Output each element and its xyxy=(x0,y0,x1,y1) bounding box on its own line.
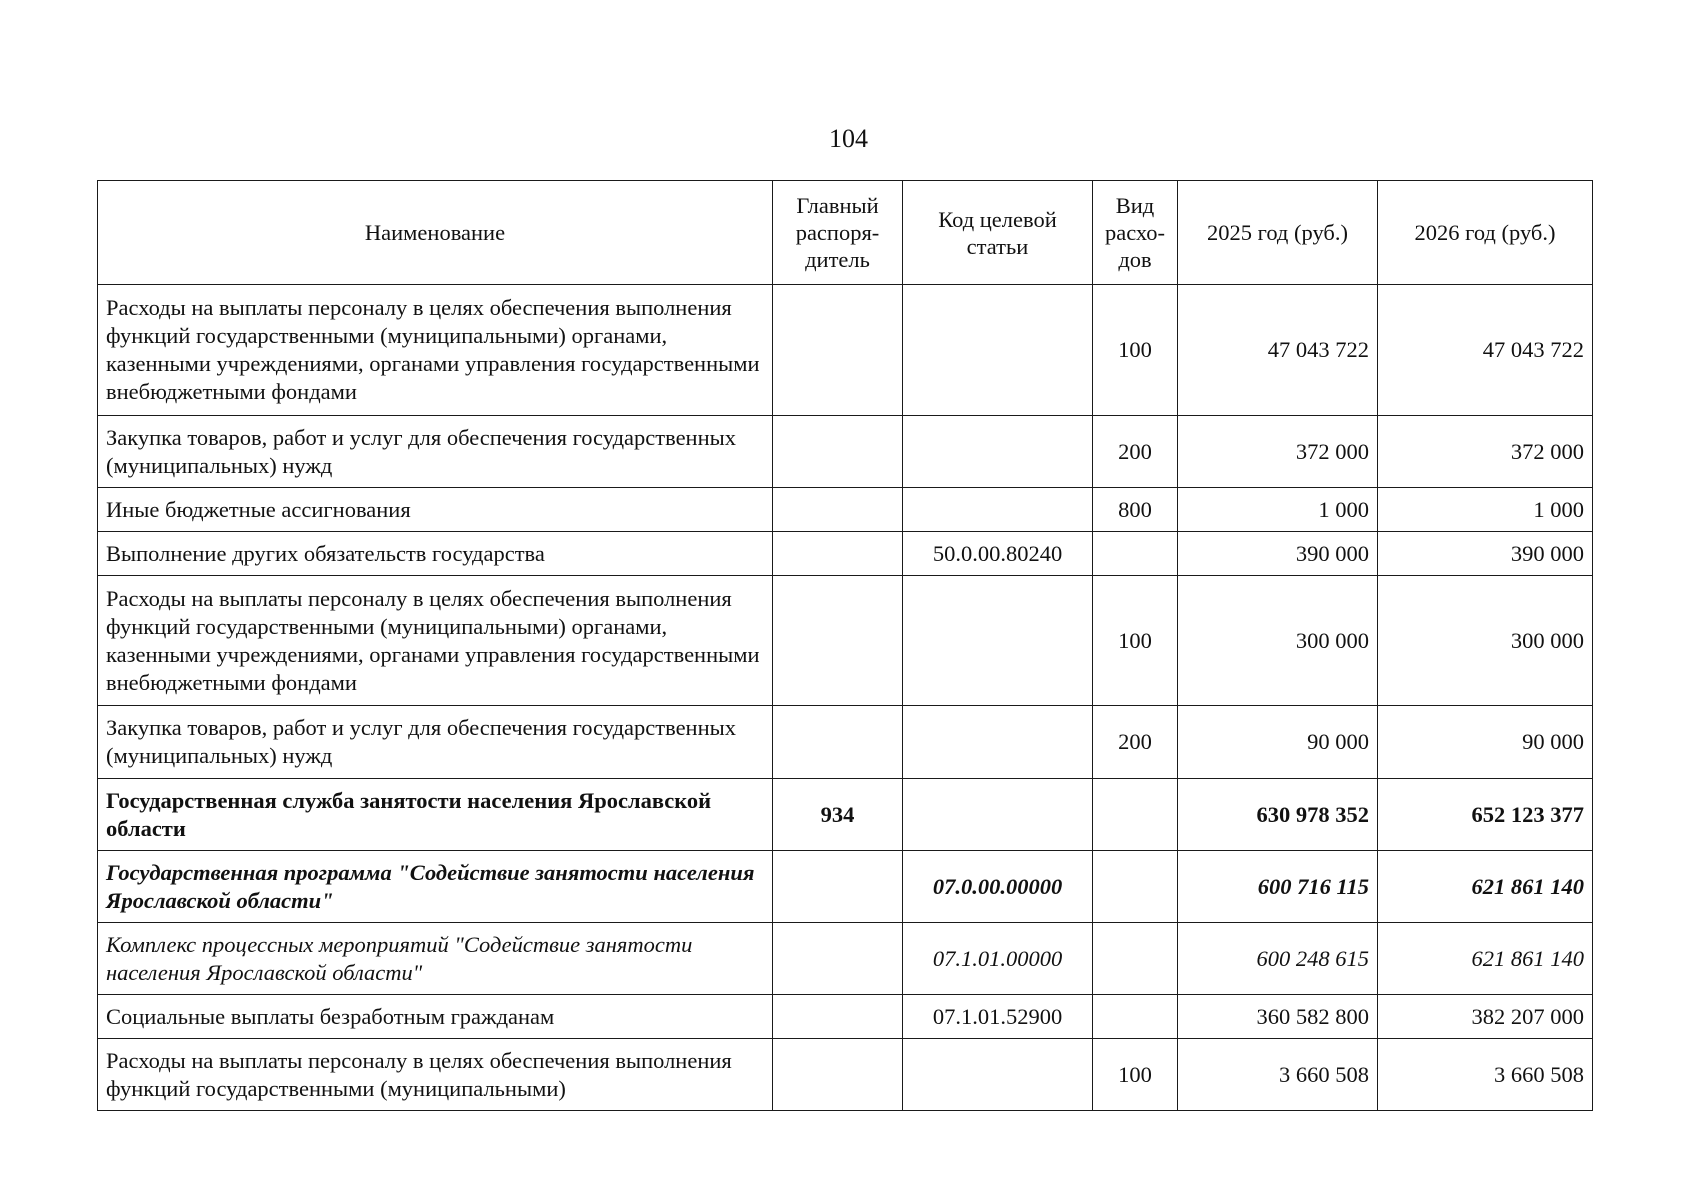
row-code xyxy=(903,706,1093,779)
row-type xyxy=(1093,923,1178,995)
row-2025: 1 000 xyxy=(1178,488,1378,532)
header-name: Наименование xyxy=(98,181,773,285)
row-2026: 372 000 xyxy=(1378,416,1593,488)
table-row xyxy=(98,532,1593,576)
row-name: Государственная программа "Содействие занятости населения Ярославской области" xyxy=(98,851,773,923)
row-ministry xyxy=(773,923,903,995)
row-name: Государственная служба занятости населения Ярославской области xyxy=(98,779,773,851)
row-ministry xyxy=(773,851,903,923)
row-2026: 652 123 377 xyxy=(1378,779,1593,851)
table-row xyxy=(98,576,1593,706)
table-row xyxy=(98,923,1593,995)
row-code xyxy=(903,285,1093,416)
row-2026: 621 861 140 xyxy=(1378,851,1593,923)
table-row xyxy=(98,285,1593,416)
row-type xyxy=(1093,779,1178,851)
row-2026: 300 000 xyxy=(1378,576,1593,706)
row-ministry xyxy=(773,488,903,532)
row-name: Комплекс процессных мероприятий "Содействие занятости населения Ярославской области" xyxy=(98,923,773,995)
row-2025: 630 978 352 xyxy=(1178,779,1378,851)
table-row xyxy=(98,1039,1593,1111)
table-row xyxy=(98,706,1593,779)
row-2025: 47 043 722 xyxy=(1178,285,1378,416)
row-2025: 300 000 xyxy=(1178,576,1378,706)
header-code: Код целевой статьи xyxy=(903,181,1093,285)
row-type xyxy=(1093,851,1178,923)
row-type xyxy=(1093,995,1178,1039)
row-type: 200 xyxy=(1093,416,1178,488)
row-code xyxy=(903,779,1093,851)
row-ministry xyxy=(773,995,903,1039)
page-number: 104 xyxy=(829,124,868,153)
row-name: Выполнение других обязательств государства xyxy=(98,532,773,576)
row-ministry xyxy=(773,576,903,706)
row-2025: 600 716 115 xyxy=(1178,851,1378,923)
header-2026: 2026 год (руб.) xyxy=(1378,181,1593,285)
row-ministry xyxy=(773,285,903,416)
row-2026: 1 000 xyxy=(1378,488,1593,532)
row-name: Расходы на выплаты персоналу в целях обеспечения выполнения функций государственными (муниципальными) органами, казенными учреждениями, органами управления государственными внебюджетными фондами xyxy=(98,576,773,706)
row-2026: 390 000 xyxy=(1378,532,1593,576)
table-row xyxy=(98,488,1593,532)
row-type: 800 xyxy=(1093,488,1178,532)
row-type: 100 xyxy=(1093,576,1178,706)
row-2026: 90 000 xyxy=(1378,706,1593,779)
row-code xyxy=(903,576,1093,706)
row-2026: 47 043 722 xyxy=(1378,285,1593,416)
row-name: Расходы на выплаты персоналу в целях обеспечения выполнения функций государственными (муниципальными) xyxy=(98,1039,773,1111)
row-type xyxy=(1093,532,1178,576)
table-header-row xyxy=(98,181,1593,285)
header-ministry: Главный распоря-дитель xyxy=(773,181,903,285)
budget-table xyxy=(97,180,1593,1111)
row-type: 100 xyxy=(1093,1039,1178,1111)
row-ministry xyxy=(773,532,903,576)
header-type: Вид расхо-дов xyxy=(1093,181,1178,285)
row-2026: 3 660 508 xyxy=(1378,1039,1593,1111)
row-2026: 621 861 140 xyxy=(1378,923,1593,995)
row-name: Закупка товаров, работ и услуг для обеспечения государственных (муниципальных) нужд xyxy=(98,416,773,488)
row-code xyxy=(903,1039,1093,1111)
row-name: Иные бюджетные ассигнования xyxy=(98,488,773,532)
table-row xyxy=(98,779,1593,851)
row-code xyxy=(903,488,1093,532)
row-ministry xyxy=(773,416,903,488)
row-code: 50.0.00.80240 xyxy=(903,532,1093,576)
row-2025: 90 000 xyxy=(1178,706,1378,779)
row-ministry xyxy=(773,1039,903,1111)
table-row xyxy=(98,995,1593,1039)
row-2025: 360 582 800 xyxy=(1178,995,1378,1039)
row-ministry: 934 xyxy=(773,779,903,851)
table-row xyxy=(98,416,1593,488)
row-2025: 600 248 615 xyxy=(1178,923,1378,995)
row-code: 07.1.01.52900 xyxy=(903,995,1093,1039)
row-2025: 3 660 508 xyxy=(1178,1039,1378,1111)
row-ministry xyxy=(773,706,903,779)
row-type: 200 xyxy=(1093,706,1178,779)
row-code: 07.1.01.00000 xyxy=(903,923,1093,995)
row-2026: 382 207 000 xyxy=(1378,995,1593,1039)
row-name: Закупка товаров, работ и услуг для обеспечения государственных (муниципальных) нужд xyxy=(98,706,773,779)
table-row xyxy=(98,851,1593,923)
header-2025: 2025 год (руб.) xyxy=(1178,181,1378,285)
row-code: 07.0.00.00000 xyxy=(903,851,1093,923)
row-2025: 390 000 xyxy=(1178,532,1378,576)
row-name: Социальные выплаты безработным гражданам xyxy=(98,995,773,1039)
row-name: Расходы на выплаты персоналу в целях обеспечения выполнения функций государственными (муниципальными) органами, казенными учреждениями, органами управления государственными внебюджетными фондами xyxy=(98,285,773,416)
row-2025: 372 000 xyxy=(1178,416,1378,488)
row-code xyxy=(903,416,1093,488)
row-type: 100 xyxy=(1093,285,1178,416)
